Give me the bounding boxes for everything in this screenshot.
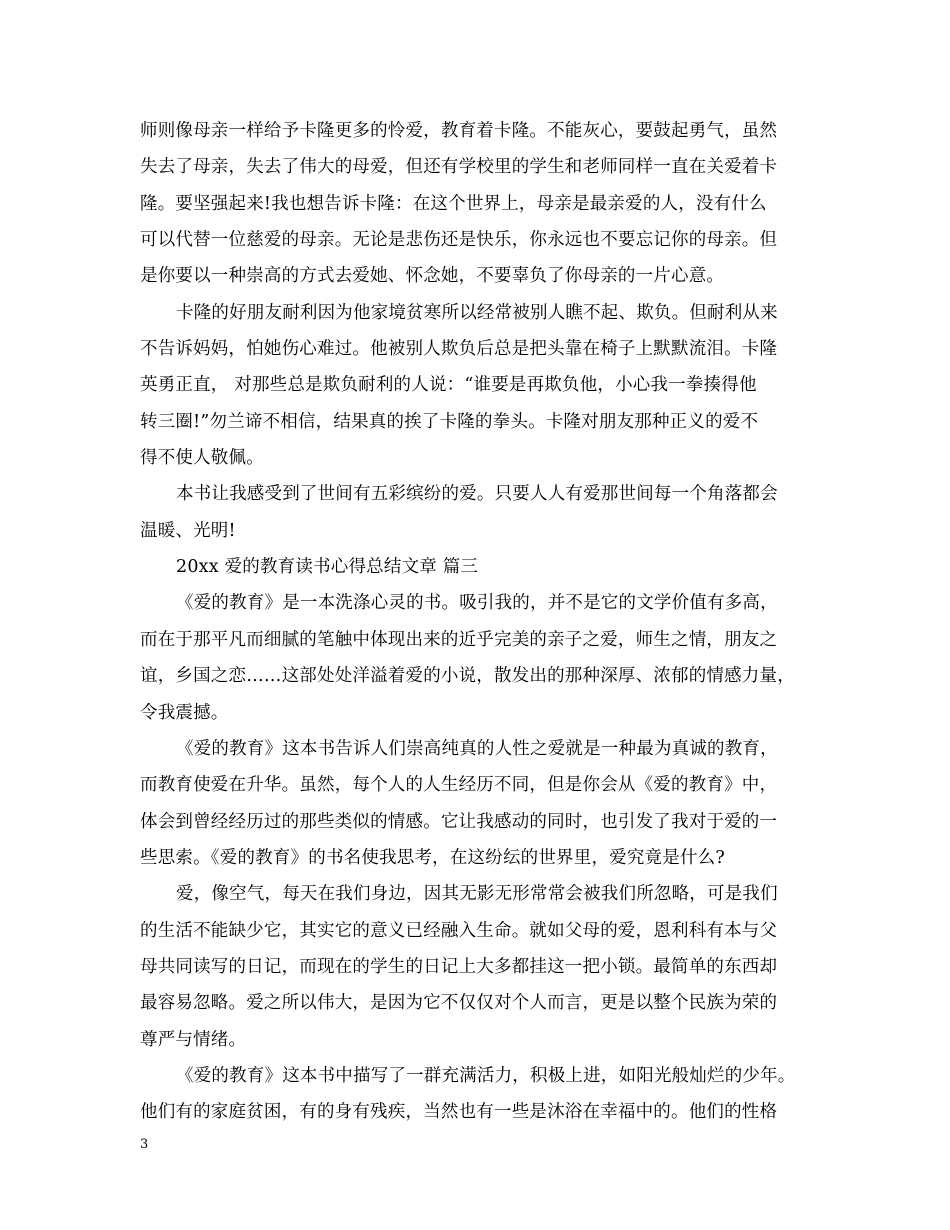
- text-line: 本书让我感受到了世间有五彩缤纷的爱。只要人人有爱那世间每一个角落都会: [176, 484, 778, 505]
- text-line: 谊，乡国之恋……这部处处洋溢着爱的小说，散发出的那种深厚、浓郁的情感力量，: [140, 666, 795, 687]
- body-text: [140, 113, 820, 1131]
- text-line: 可以代替一位慈爱的母亲。无论是悲伤还是快乐，你永远也不要忘记你的母亲。但: [140, 230, 778, 251]
- text-line: 体会到曾经经历过的那些类似的情感。它让我感动的同时，也引发了我对于爱的一: [140, 811, 778, 832]
- text-line: 师则像母亲一样给予卡隆更多的怜爱，教育着卡隆。不能灰心，要鼓起勇气，虽然: [140, 121, 778, 141]
- text-line: 最容易忽略。爱之所以伟大，是因为它不仅仅对个人而言，更是以整个民族为荣的: [140, 993, 778, 1014]
- text-line: 卡隆的好朋友耐利因为他家境贫寒所以经常被别人瞧不起、欺负。但耐利从来: [176, 302, 778, 323]
- text-line: 20xx 爱的教育读书心得总结文章 篇三: [176, 557, 479, 578]
- page-number: 3: [140, 1137, 149, 1152]
- text-line: 爱，像空气，每天在我们身边，因其无影无形常常会被我们所忽略，可是我们: [176, 884, 778, 905]
- text-line: 温暖、光明!: [140, 520, 236, 541]
- text-line: 《爱的教育》这本书告诉人们崇高纯真的人性之爱就是一种最为真诚的教育，: [176, 738, 778, 759]
- text-line: 尊严与情绪。: [140, 1029, 247, 1050]
- text-line: 《爱的教育》这本书中描写了一群充满活力，积极上进，如阳光般灿烂的少年。: [176, 1065, 796, 1086]
- text-line: 转三圈!”勿兰谛不相信，结果真的挨了卡隆的拳头。卡隆对朋友那种正义的爱不: [140, 411, 759, 432]
- text-line: 《爱的教育》是一本洗涤心灵的书。吸引我的，并不是它的文学价值有多高，: [176, 593, 778, 614]
- text-line: 些思索。《爱的教育》的书名使我思考，在这纷纭的世界里，爱究竟是什么?: [140, 847, 725, 868]
- text-line: 失去了母亲，失去了伟大的母爱，但还有学校里的学生和老师同样一直在关爱着卡: [140, 157, 778, 178]
- text-line: 是你要以一种崇高的方式去爱她、怀念她，不要辜负了你母亲的一片心意。: [140, 266, 725, 287]
- text-line: 而在于那平凡而细腻的笔触中体现出来的近乎完美的亲子之爱，师生之情，朋友之: [140, 629, 778, 650]
- text-line: 令我震撼。: [140, 702, 229, 723]
- text-line: 母共同读写的日记，而现在的学生的日记上大多都挂这一把小锁。最简单的东西却: [140, 956, 778, 977]
- text-line: 而教育使爱在升华。虽然，每个人的人生经历不同，但是你会从《爱的教育》中，: [140, 775, 778, 796]
- text-line: 他们有的家庭贫困，有的身有残疾，当然也有一些是沐浴在幸福中的。他们的性格: [140, 1102, 778, 1123]
- text-line: 得不使人敬佩。: [140, 448, 264, 469]
- text-line: 不告诉妈妈，怕她伤心难过。他被别人欺负后总是把头靠在椅子上默默流泪。卡隆: [140, 339, 778, 360]
- text-line: 的生活不能缺少它，其实它的意义已经融入生命。就如父母的爱，恩利科有本与父: [140, 920, 778, 941]
- text-line: 英勇正直， 对那些总是欺负耐利的人说：“谁要是再欺负他，小心我一拳揍得他: [140, 375, 757, 396]
- text-line: 隆。要坚强起来!我也想告诉卡隆：在这个世界上，母亲是最亲爱的人，没有什么: [140, 193, 767, 214]
